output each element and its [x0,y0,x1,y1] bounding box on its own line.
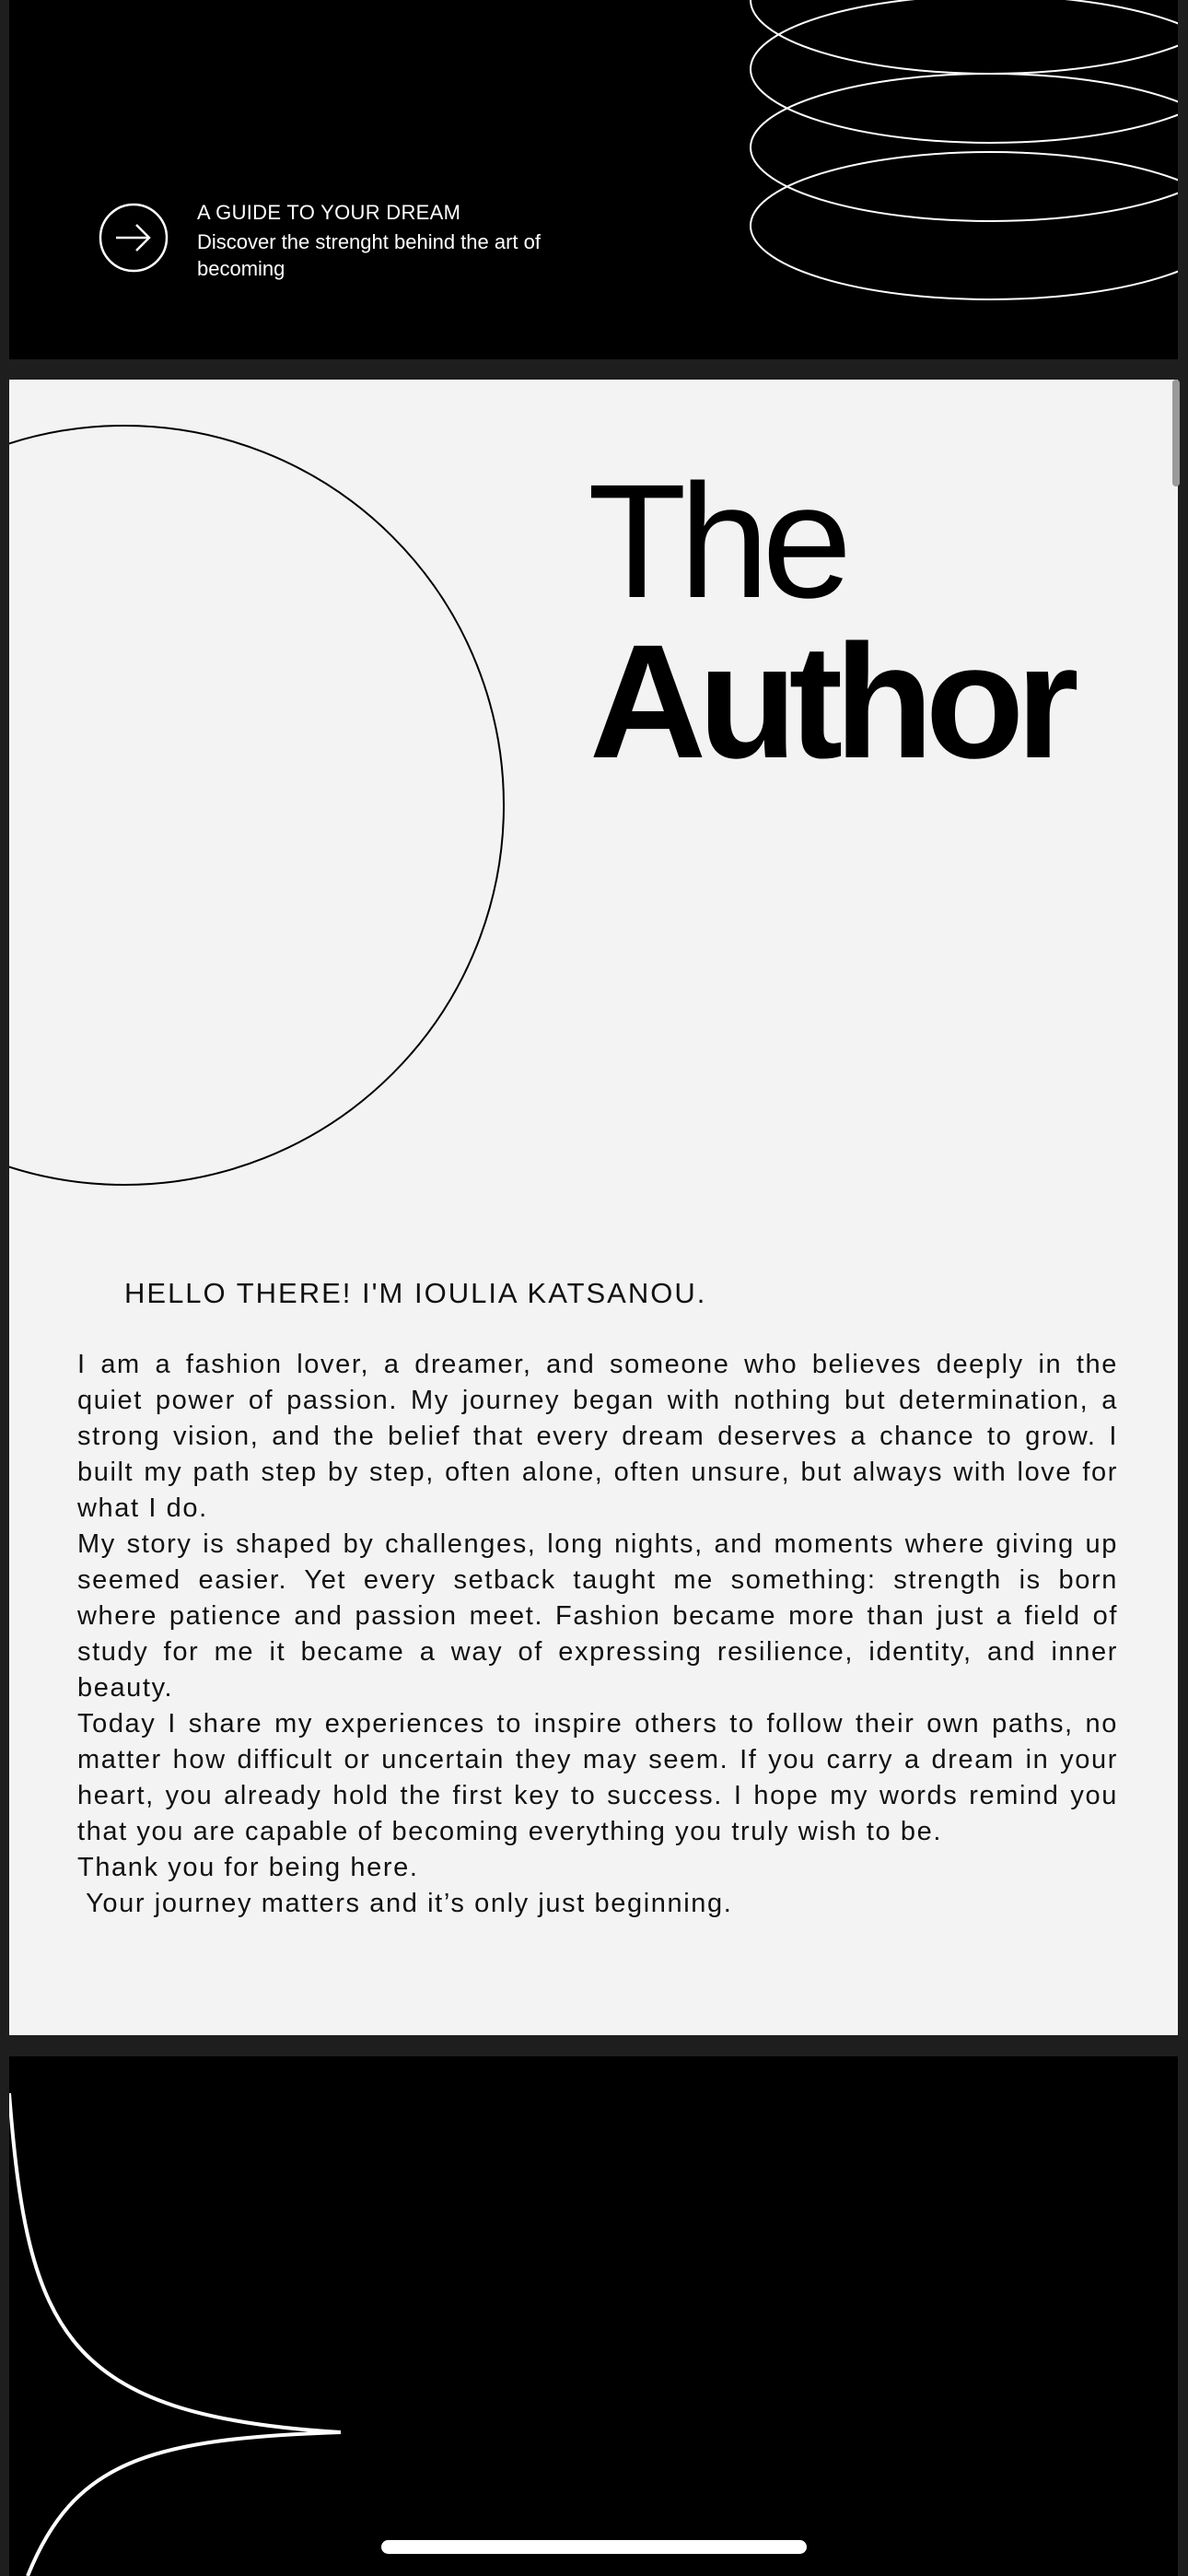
author-bio [77,1347,1118,1922]
guide-description: Discover the strenght behind the art of becoming [197,230,541,280]
home-indicator[interactable] [381,2540,807,2554]
page-title-the: The [588,451,845,632]
guide-banner [9,0,1178,359]
bio-paragraph: Today I share my experiences to inspire others to follow their own paths, no matter how difficult or uncertain they may seem. If you carry a dream in your heart, you already hold the first key to success. I hope my words remind you that you are capable of becoming everything you truly wish to be. [77,1709,1118,1846]
bio-paragraph: I am a fashion lover, a dreamer, and someone who believes deeply in the quiet power of passion. My journey began with nothing but determination, a strong vision, and the belief that every dream deserves a chance to grow. I built my path step by step, often alone, often unsure, but always with love for what I do. [77,1350,1118,1523]
author-greeting: HELLO THERE! I'M IOULIA KATSANOU. [124,1277,707,1309]
arrow-right-circle-icon[interactable] [98,202,169,274]
curve-decoration [9,2056,1178,2576]
guide-title: A GUIDE TO YOUR DREAM [197,201,461,224]
bio-paragraph: Thank you for being here. [77,1853,419,1882]
bio-paragraph: Your journey matters and it’s only just beginning. [77,1889,733,1918]
author-page [9,380,1178,2035]
page-title-author: Author [589,612,1071,792]
scrollbar-thumb[interactable] [1172,380,1180,486]
stacked-ellipses-decoration [9,0,1178,359]
bio-paragraph: My story is shaped by challenges, long nights, and moments where giving up seemed easier. Yet every setback taught me something: strength is born where patience and passion meet. Fashion became more than just a field of study for me it became a way of expressing resilience, identity, and inner beauty. [77,1529,1118,1703]
bottom-panel [9,2056,1178,2576]
